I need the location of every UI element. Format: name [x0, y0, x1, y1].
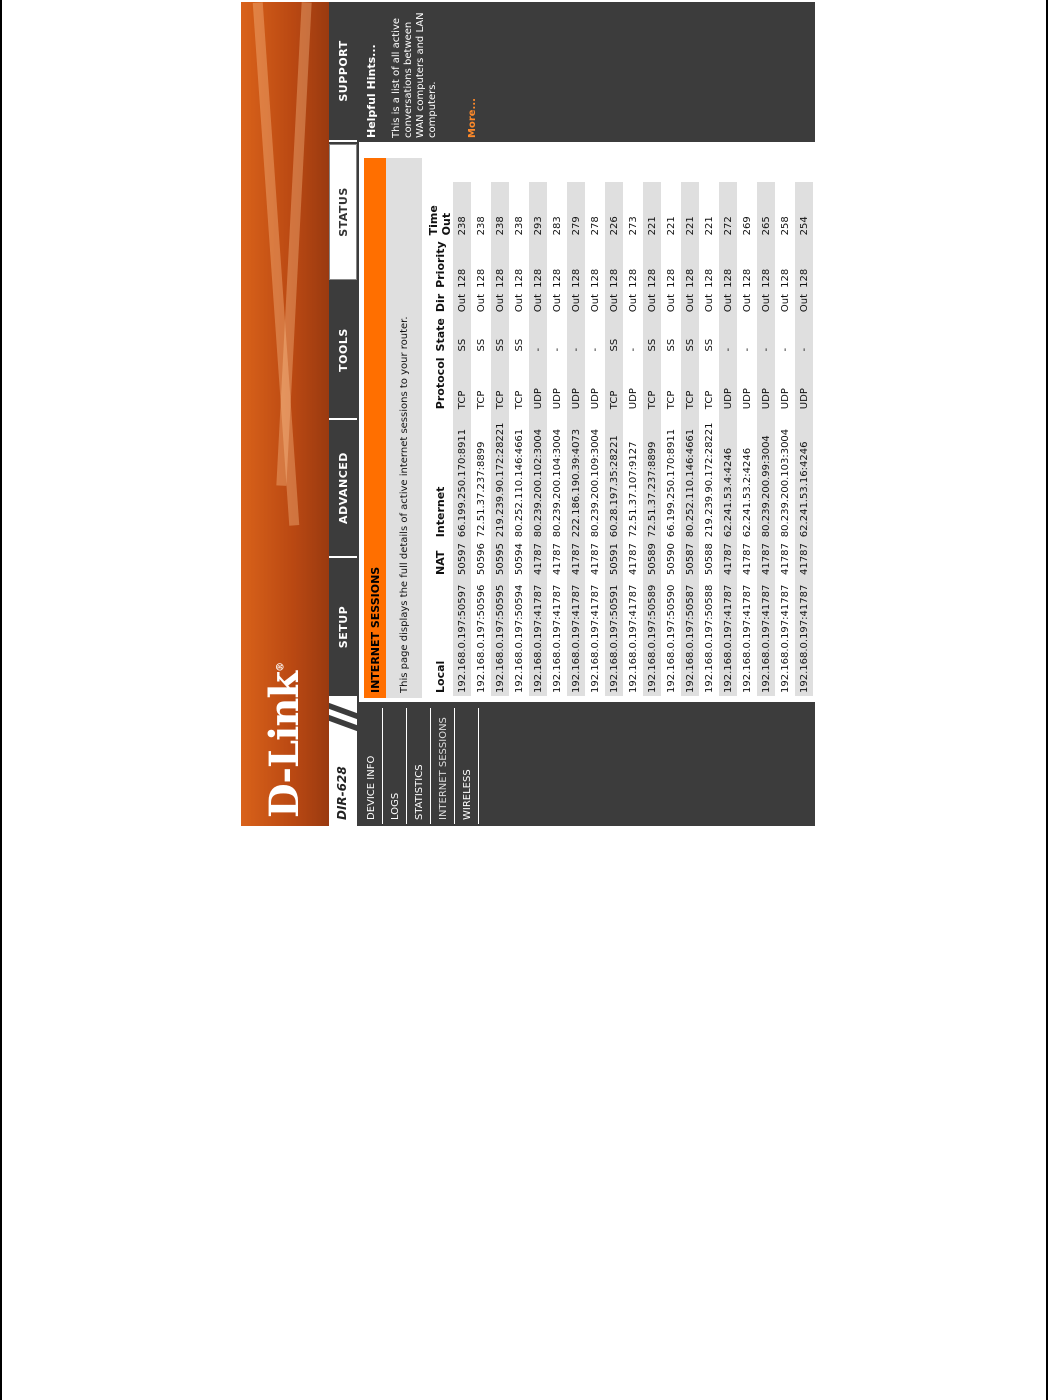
col-priority: Priority [427, 238, 453, 290]
tab-status[interactable]: STATUS [329, 144, 357, 280]
cell-protocol: TCP [662, 354, 681, 412]
cell-internet: 80.252.110.146:4661 [510, 412, 529, 540]
cell-time-out: 221 [700, 182, 719, 238]
cell-protocol: UDP [624, 354, 643, 412]
cell-nat: 50595 [491, 540, 510, 578]
cell-priority: 128 [567, 238, 586, 290]
cell-local: 192.168.0.197:50587 [681, 578, 700, 696]
cell-nat: 50597 [453, 540, 472, 578]
cell-priority: 128 [529, 238, 548, 290]
cell-dir: Out [662, 291, 681, 315]
table-row [472, 182, 491, 696]
sidebar-item-statistics[interactable]: STATISTICS [409, 708, 431, 824]
cell-local: 192.168.0.197:41787 [795, 578, 814, 696]
cell-state: SS [700, 315, 719, 354]
cell-local: 192.168.0.197:41787 [529, 578, 548, 696]
cell-protocol: TCP [510, 354, 529, 412]
col-time-out: Time Out [427, 182, 453, 238]
cell-nat: 41787 [567, 540, 586, 578]
cell-protocol: UDP [548, 354, 567, 412]
sidebar-item-wireless[interactable]: WIRELESS [457, 708, 479, 824]
cell-state: SS [662, 315, 681, 354]
table-row [586, 182, 605, 696]
cell-local: 192.168.0.197:50588 [700, 578, 719, 696]
dlink-logo: D-Link® [261, 662, 308, 818]
table-row [567, 182, 586, 696]
col-dir: Dir [427, 291, 453, 315]
cell-internet: 219.239.90.172:28221 [700, 412, 719, 540]
cell-state: SS [491, 315, 510, 354]
cell-dir: Out [681, 291, 700, 315]
cell-dir: Out [567, 291, 586, 315]
cell-priority: 128 [510, 238, 529, 290]
cell-protocol: UDP [795, 354, 814, 412]
sidebar [359, 706, 815, 826]
tab-tools[interactable]: TOOLS [329, 282, 357, 420]
cell-local: 192.168.0.197:50596 [472, 578, 491, 696]
cell-time-out: 254 [795, 182, 814, 238]
cell-protocol: UDP [529, 354, 548, 412]
table-row [738, 182, 757, 696]
cell-state: - [795, 315, 814, 354]
main-content [359, 142, 815, 702]
cell-dir: Out [472, 291, 491, 315]
cell-internet: 66.199.250.170:8911 [453, 412, 472, 540]
cell-time-out: 273 [624, 182, 643, 238]
cell-local: 192.168.0.197:41787 [586, 578, 605, 696]
cell-priority: 128 [662, 238, 681, 290]
cell-local: 192.168.0.197:41787 [567, 578, 586, 696]
cell-local: 192.168.0.197:41787 [719, 578, 738, 696]
hints-title: Helpful Hints... [365, 44, 378, 138]
cell-state: - [719, 315, 738, 354]
cell-internet: 72.51.37.237:8899 [643, 412, 662, 540]
table-row [662, 182, 681, 696]
cell-dir: Out [719, 291, 738, 315]
cell-local: 192.168.0.197:41787 [757, 578, 776, 696]
cell-priority: 128 [738, 238, 757, 290]
cell-nat: 41787 [529, 540, 548, 578]
router-screenshot [241, 2, 815, 826]
table-row [757, 182, 776, 696]
cell-internet: 80.239.200.103:3004 [776, 412, 795, 540]
cell-dir: Out [643, 291, 662, 315]
cell-nat: 50587 [681, 540, 700, 578]
cell-protocol: TCP [605, 354, 624, 412]
cell-time-out: 221 [643, 182, 662, 238]
cell-nat: 41787 [624, 540, 643, 578]
cell-internet: 80.239.200.99:3004 [757, 412, 776, 540]
cell-state: - [624, 315, 643, 354]
cell-priority: 128 [605, 238, 624, 290]
table-row [700, 182, 719, 696]
cell-priority: 128 [491, 238, 510, 290]
cell-state: SS [605, 315, 624, 354]
model-label: DIR-628 [335, 766, 349, 820]
cell-state: - [776, 315, 795, 354]
cell-internet: 80.239.200.109:3004 [586, 412, 605, 540]
cell-priority: 128 [643, 238, 662, 290]
cell-local: 192.168.0.197:50591 [605, 578, 624, 696]
col-state: State [427, 315, 453, 354]
router-admin-ui [241, 2, 815, 826]
col-local: Local [427, 578, 453, 696]
cell-internet: 66.199.250.170:8911 [662, 412, 681, 540]
cell-protocol: UDP [719, 354, 738, 412]
cell-state: - [757, 315, 776, 354]
cell-time-out: 279 [567, 182, 586, 238]
cell-priority: 128 [700, 238, 719, 290]
col-nat: NAT [427, 540, 453, 578]
cell-internet: 62.241.53.4:4246 [719, 412, 738, 540]
cell-time-out: 258 [776, 182, 795, 238]
cell-dir: Out [548, 291, 567, 315]
cell-local: 192.168.0.197:50589 [643, 578, 662, 696]
sidebar-item-logs[interactable]: LOGS [385, 708, 407, 824]
tab-advanced[interactable]: ADVANCED [329, 420, 357, 558]
cell-dir: Out [738, 291, 757, 315]
cell-nat: 50594 [510, 540, 529, 578]
section-title: INTERNET SESSIONS [364, 158, 386, 698]
cell-protocol: UDP [586, 354, 605, 412]
cell-internet: 222.186.190.39:4073 [567, 412, 586, 540]
table-row [605, 182, 624, 696]
cell-priority: 128 [795, 238, 814, 290]
table-row [795, 182, 814, 696]
cell-nat: 41787 [586, 540, 605, 578]
cell-internet: 62.241.53.16:4246 [795, 412, 814, 540]
cell-time-out: 269 [738, 182, 757, 238]
helpful-hints-panel [359, 2, 815, 142]
cell-dir: Out [605, 291, 624, 315]
table-row [776, 182, 795, 696]
cell-time-out: 265 [757, 182, 776, 238]
cell-dir: Out [795, 291, 814, 315]
table-row [681, 182, 700, 696]
tab-setup[interactable]: SETUP [329, 558, 357, 698]
more-link[interactable]: More... [467, 98, 478, 138]
cell-nat: 50596 [472, 540, 491, 578]
cell-local: 192.168.0.197:50597 [453, 578, 472, 696]
cell-protocol: TCP [643, 354, 662, 412]
cell-state: SS [510, 315, 529, 354]
sidebar-item-internet-sessions[interactable]: INTERNET SESSIONS [433, 708, 455, 824]
cell-local: 192.168.0.197:41787 [776, 578, 795, 696]
table-header-row [427, 182, 453, 696]
cell-time-out: 238 [453, 182, 472, 238]
cell-nat: 50589 [643, 540, 662, 578]
cell-time-out: 221 [681, 182, 700, 238]
cell-protocol: TCP [700, 354, 719, 412]
table-row [624, 182, 643, 696]
cell-dir: Out [453, 291, 472, 315]
cell-nat: 50588 [700, 540, 719, 578]
cell-time-out: 283 [548, 182, 567, 238]
cell-dir: Out [586, 291, 605, 315]
cell-time-out: 221 [662, 182, 681, 238]
cell-nat: 41787 [548, 540, 567, 578]
cell-protocol: TCP [681, 354, 700, 412]
top-nav [329, 2, 357, 826]
cell-internet: 60.28.197.35:28221 [605, 412, 624, 540]
table-row [453, 182, 472, 696]
cell-time-out: 278 [586, 182, 605, 238]
table-row [491, 182, 510, 696]
cell-state: SS [681, 315, 700, 354]
cell-protocol: TCP [453, 354, 472, 412]
cell-priority: 128 [586, 238, 605, 290]
section-description: This page displays the full details of active internet sessions to your router. [386, 158, 422, 698]
cell-time-out: 238 [491, 182, 510, 238]
cell-internet: 219.239.90.172:28221 [491, 412, 510, 540]
cell-priority: 128 [472, 238, 491, 290]
cell-local: 192.168.0.197:41787 [548, 578, 567, 696]
cell-nat: 50590 [662, 540, 681, 578]
cell-dir: Out [510, 291, 529, 315]
cell-time-out: 293 [529, 182, 548, 238]
cell-internet: 72.51.37.237:8899 [472, 412, 491, 540]
table-row [719, 182, 738, 696]
tab-support[interactable]: SUPPORT [329, 2, 357, 142]
sessions-table [427, 182, 814, 696]
cell-internet: 80.239.200.102:3004 [529, 412, 548, 540]
cell-priority: 128 [757, 238, 776, 290]
cell-nat: 41787 [795, 540, 814, 578]
cell-state: SS [472, 315, 491, 354]
cell-protocol: UDP [738, 354, 757, 412]
cell-dir: Out [624, 291, 643, 315]
cell-local: 192.168.0.197:50594 [510, 578, 529, 696]
cell-protocol: TCP [472, 354, 491, 412]
cell-internet: 80.252.110.146:4661 [681, 412, 700, 540]
cell-nat: 41787 [719, 540, 738, 578]
cell-time-out: 238 [510, 182, 529, 238]
cell-state: - [529, 315, 548, 354]
cell-time-out: 272 [719, 182, 738, 238]
cell-priority: 128 [776, 238, 795, 290]
cell-nat: 41787 [757, 540, 776, 578]
cell-time-out: 226 [605, 182, 624, 238]
header-banner [241, 2, 329, 826]
col-protocol: Protocol [427, 354, 453, 412]
cell-nat: 41787 [738, 540, 757, 578]
table-row [529, 182, 548, 696]
cell-state: - [548, 315, 567, 354]
cell-priority: 128 [453, 238, 472, 290]
cell-internet: 72.51.37.107:9127 [624, 412, 643, 540]
cell-local: 192.168.0.197:50590 [662, 578, 681, 696]
cell-nat: 41787 [776, 540, 795, 578]
cell-local: 192.168.0.197:50595 [491, 578, 510, 696]
cell-priority: 128 [624, 238, 643, 290]
cell-dir: Out [491, 291, 510, 315]
cell-nat: 50591 [605, 540, 624, 578]
cell-priority: 128 [681, 238, 700, 290]
cell-internet: 62.241.53.2:4246 [738, 412, 757, 540]
cell-local: 192.168.0.197:41787 [624, 578, 643, 696]
cell-dir: Out [529, 291, 548, 315]
cell-time-out: 238 [472, 182, 491, 238]
cell-dir: Out [700, 291, 719, 315]
cell-protocol: UDP [776, 354, 795, 412]
table-row [510, 182, 529, 696]
table-row [643, 182, 662, 696]
cell-state: SS [453, 315, 472, 354]
cell-state: - [567, 315, 586, 354]
model-badge [329, 698, 357, 826]
cell-protocol: UDP [567, 354, 586, 412]
sidebar-item-device-info[interactable]: DEVICE INFO [361, 708, 383, 824]
cell-dir: Out [776, 291, 795, 315]
cell-state: SS [643, 315, 662, 354]
page-border-right [1046, 0, 1048, 1400]
table-body [453, 182, 814, 696]
table-row [548, 182, 567, 696]
hints-body: This is a list of all active conversations between WAN computers and LAN computers. [391, 12, 438, 138]
cell-priority: 128 [548, 238, 567, 290]
cell-protocol: TCP [491, 354, 510, 412]
cell-priority: 128 [719, 238, 738, 290]
cell-state: - [586, 315, 605, 354]
cell-internet: 80.239.200.104:3004 [548, 412, 567, 540]
cell-state: - [738, 315, 757, 354]
cell-protocol: UDP [757, 354, 776, 412]
cell-dir: Out [757, 291, 776, 315]
col-internet: Internet [427, 412, 453, 540]
cell-local: 192.168.0.197:41787 [738, 578, 757, 696]
page-border-left [0, 0, 2, 1400]
